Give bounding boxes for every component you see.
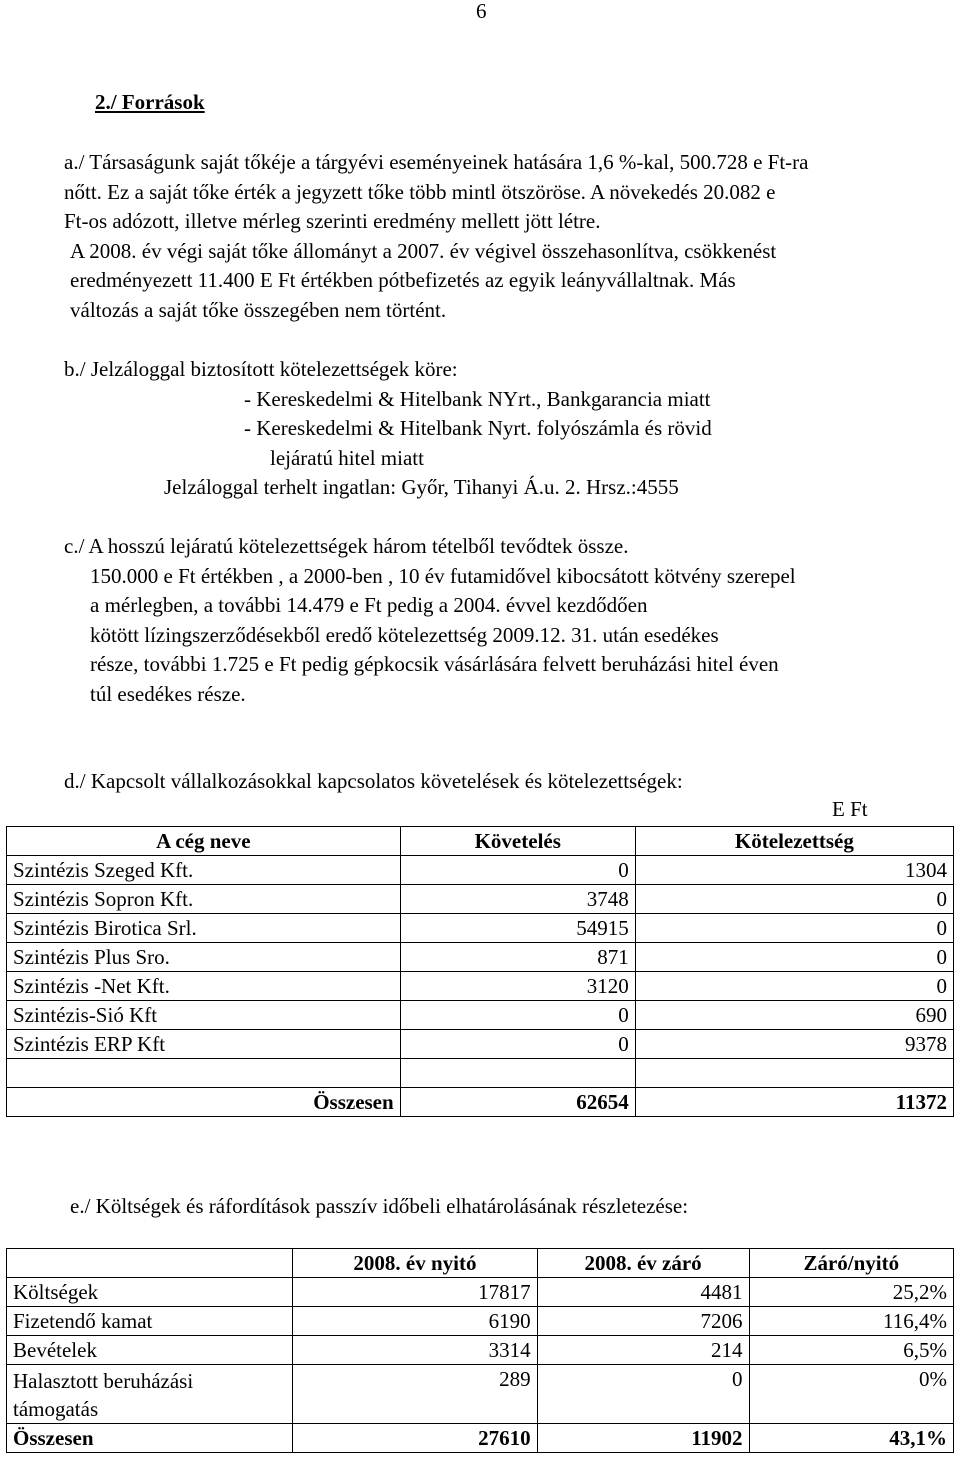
liability-value: 0 bbox=[635, 885, 953, 914]
empty-cell bbox=[400, 1059, 635, 1088]
table-row bbox=[7, 972, 954, 1001]
column-header bbox=[7, 1249, 293, 1278]
unit-label: E Ft bbox=[832, 797, 868, 821]
section-d-title: d./ Kapcsolt vállalkozásokkal kapcsolatos követelések és kötelezettségek: bbox=[64, 769, 683, 793]
section-b-item: lejáratú hitel miatt bbox=[270, 445, 424, 470]
section-c-line: túl esedékes része. bbox=[90, 681, 246, 706]
liability-value: 1304 bbox=[635, 856, 953, 885]
item-label-line: támogatás bbox=[13, 1397, 99, 1421]
section-c-line: kötött lízingszerződésekből eredő kötelezettség 2009.12. 31. után esedékes bbox=[90, 622, 719, 647]
section-a-line: a./ Társaságunk saját tőkéje a tárgyévi eseményeinek hatására 1,6 %-kal, 500.728 e Ft-ra bbox=[64, 150, 809, 174]
section-b bbox=[64, 355, 712, 503]
company-name: Szintézis Szeged Kft. bbox=[7, 856, 401, 885]
opening-value: 289 bbox=[293, 1365, 537, 1424]
receivable-value: 3748 bbox=[400, 885, 635, 914]
liability-value: 0 bbox=[635, 914, 953, 943]
section-c-line: a mérlegben, a további 14.479 e Ft pedig a 2004. évvel kezdődően bbox=[90, 593, 648, 617]
receivable-value: 0 bbox=[400, 856, 635, 885]
opening-value: 3314 bbox=[293, 1336, 537, 1365]
total-liability: 11372 bbox=[635, 1088, 953, 1117]
section-heading: 2./ Források bbox=[95, 90, 205, 114]
total-opening: 27610 bbox=[293, 1424, 537, 1453]
liability-value: 9378 bbox=[635, 1030, 953, 1059]
section-a-line: Ft-os adózott, illetve mérleg szerinti eredmény mellett jött létre. bbox=[64, 209, 601, 233]
section-b-title: b./ Jelzáloggal biztosított kötelezettségek köre: bbox=[64, 357, 458, 381]
receivable-value: 54915 bbox=[400, 914, 635, 943]
section-e-title: e./ Költségek és ráfordítások passzív időbeli elhatárolásának részletezése: bbox=[70, 1194, 689, 1218]
ratio-value: 116,4% bbox=[749, 1307, 953, 1336]
section-a-line: A 2008. év végi saját tőke állományt a 2007. év végivel összehasonlítva, csökkenést bbox=[70, 238, 777, 263]
opening-value: 6190 bbox=[293, 1307, 537, 1336]
company-name: Szintézis Plus Sro. bbox=[7, 943, 401, 972]
company-name: Szintézis ERP Kft bbox=[7, 1030, 401, 1059]
total-receivable: 62654 bbox=[400, 1088, 635, 1117]
total-ratio: 43,1% bbox=[749, 1424, 953, 1453]
item-label bbox=[7, 1365, 293, 1424]
liability-value: 690 bbox=[635, 1001, 953, 1030]
total-closing: 11902 bbox=[537, 1424, 749, 1453]
section-c-line: része, további 1.725 e Ft pedig gépkocsik vásárlására felvett beruházási hitel éven bbox=[90, 652, 779, 676]
item-label: Bevételek bbox=[7, 1336, 293, 1365]
column-header: Követelés bbox=[400, 827, 635, 856]
section-a-line: eredményezett 11.400 E Ft értékben pótbefizetés az egyik leányvállaltnak. Más bbox=[70, 268, 736, 292]
table-total-row bbox=[7, 1088, 954, 1117]
section-a bbox=[64, 148, 944, 325]
table-row bbox=[7, 943, 954, 972]
table-row-empty bbox=[7, 1059, 954, 1088]
receivable-value: 3120 bbox=[400, 972, 635, 1001]
section-b-collateral: Jelzáloggal terhelt ingatlan: Győr, Tihanyi Á.u. 2. Hrsz.:4555 bbox=[164, 475, 679, 499]
total-label: Összesen bbox=[7, 1088, 401, 1117]
section-a-line: nőtt. Ez a saját tőke érték a jegyzett tőke több mintl ötszöröse. A növekedés 20.082 e bbox=[64, 179, 776, 204]
receivable-value: 0 bbox=[400, 1030, 635, 1059]
column-header: Kötelezettség bbox=[635, 827, 953, 856]
column-header: 2008. év nyitó bbox=[293, 1249, 537, 1278]
section-c-line: 150.000 e Ft értékben , a 2000-ben , 10 év futamidővel kibocsátott kötvény szerepel bbox=[90, 563, 796, 588]
section-a-line: változás a saját tőke összegében nem történt. bbox=[70, 297, 447, 322]
column-header: 2008. év záró bbox=[537, 1249, 749, 1278]
accruals-table bbox=[6, 1248, 954, 1453]
column-header: A cég neve bbox=[7, 827, 401, 856]
liability-value: 0 bbox=[635, 943, 953, 972]
total-label: Összesen bbox=[7, 1424, 293, 1453]
closing-value: 7206 bbox=[537, 1307, 749, 1336]
table-header-row bbox=[7, 827, 954, 856]
item-label: Fizetendő kamat bbox=[7, 1307, 293, 1336]
section-c bbox=[64, 532, 796, 709]
table-row bbox=[7, 1365, 954, 1424]
table-total-row bbox=[7, 1424, 954, 1453]
related-companies-table bbox=[6, 826, 954, 1117]
empty-cell bbox=[7, 1059, 401, 1088]
table-row bbox=[7, 1001, 954, 1030]
item-label: Költségek bbox=[7, 1278, 293, 1307]
company-name: Szintézis -Net Kft. bbox=[7, 972, 401, 1001]
company-name: Szintézis-Sió Kft bbox=[7, 1001, 401, 1030]
opening-value: 17817 bbox=[293, 1278, 537, 1307]
section-b-item: - Kereskedelmi & Hitelbank Nyrt. folyószámla és rövid bbox=[244, 416, 712, 440]
item-label-line: Halasztott beruházási bbox=[13, 1369, 194, 1393]
table-header-row bbox=[7, 1249, 954, 1278]
section-c-line: c./ A hosszú lejáratú kötelezettségek három tételből tevődtek össze. bbox=[64, 534, 629, 558]
section-b-item: - Kereskedelmi & Hitelbank NYrt., Bankgarancia miatt bbox=[244, 386, 711, 411]
table-row bbox=[7, 1336, 954, 1365]
ratio-value: 25,2% bbox=[749, 1278, 953, 1307]
ratio-value: 6,5% bbox=[749, 1336, 953, 1365]
receivable-value: 0 bbox=[400, 1001, 635, 1030]
company-name: Szintézis Birotica Srl. bbox=[7, 914, 401, 943]
closing-value: 0 bbox=[537, 1365, 749, 1424]
company-name: Szintézis Sopron Kft. bbox=[7, 885, 401, 914]
table-row bbox=[7, 1307, 954, 1336]
ratio-value: 0% bbox=[749, 1365, 953, 1424]
table-row bbox=[7, 856, 954, 885]
empty-cell bbox=[635, 1059, 953, 1088]
closing-value: 4481 bbox=[537, 1278, 749, 1307]
column-header: Záró/nyitó bbox=[749, 1249, 953, 1278]
table-row bbox=[7, 1030, 954, 1059]
table-row bbox=[7, 1278, 954, 1307]
table-row bbox=[7, 914, 954, 943]
receivable-value: 871 bbox=[400, 943, 635, 972]
liability-value: 0 bbox=[635, 972, 953, 1001]
table-row bbox=[7, 885, 954, 914]
closing-value: 214 bbox=[537, 1336, 749, 1365]
page-number: 6 bbox=[476, 0, 487, 23]
